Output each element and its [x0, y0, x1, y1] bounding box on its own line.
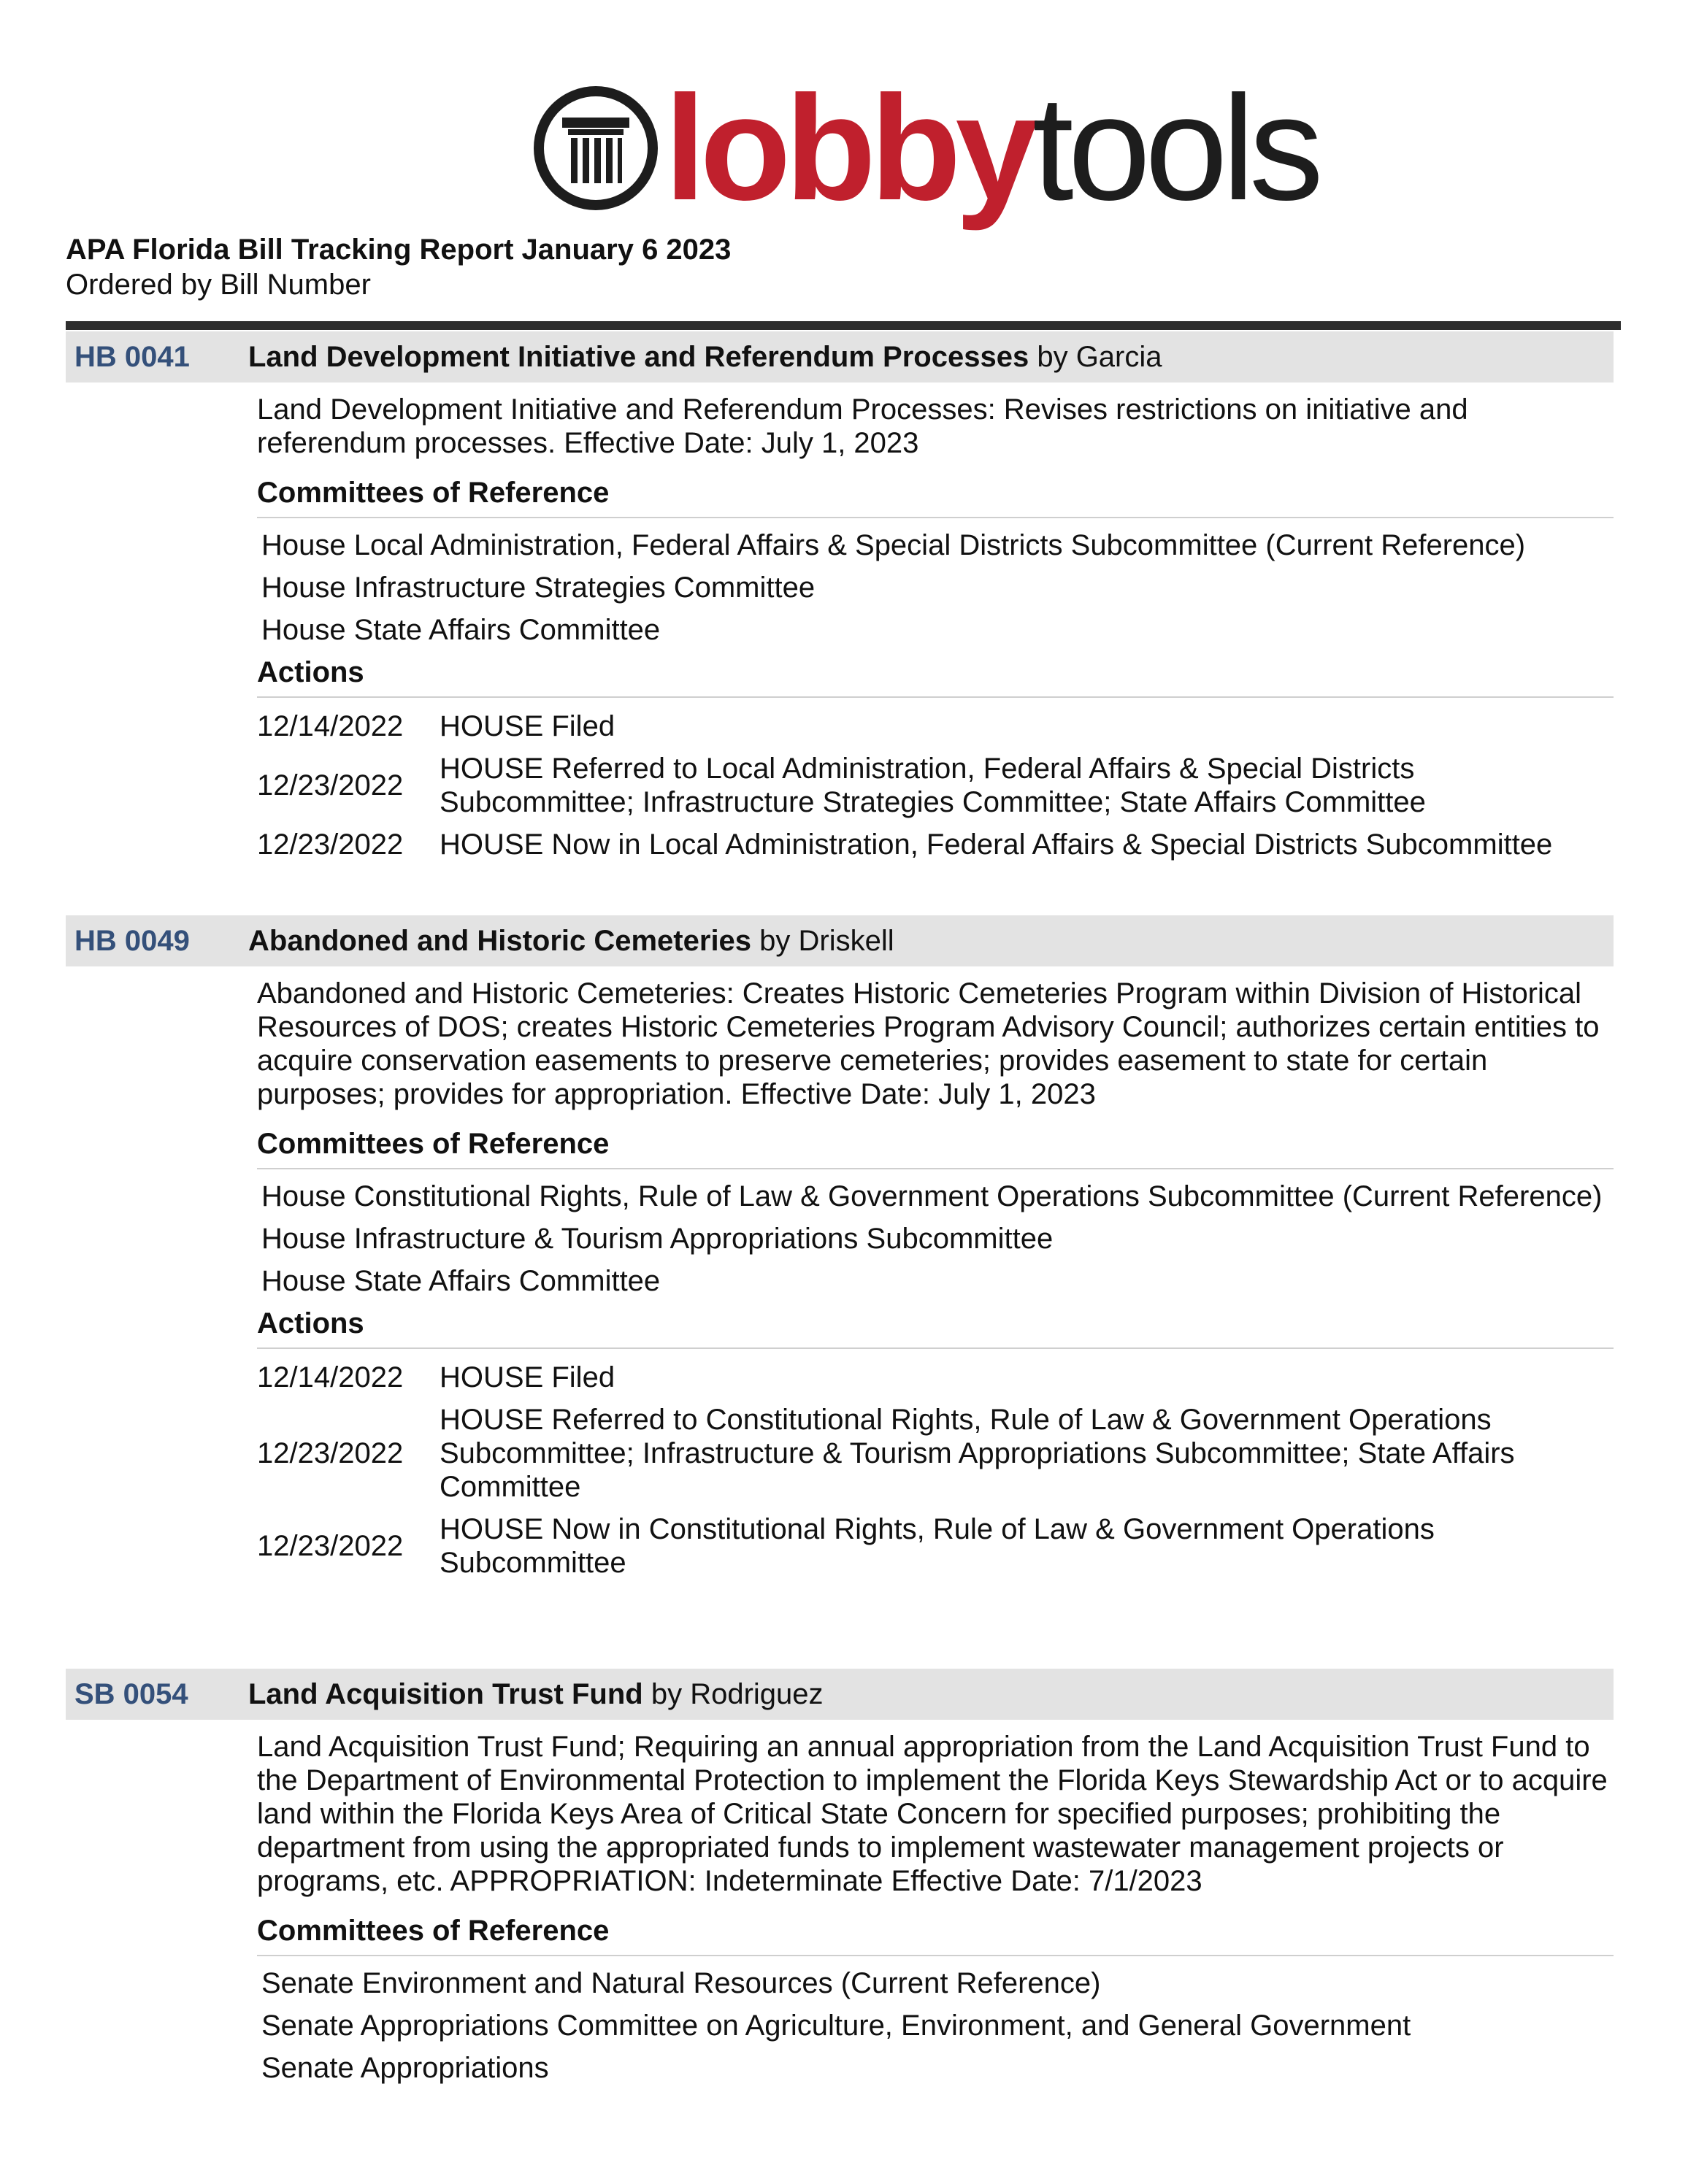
committee-item: House Infrastructure Strategies Committee — [261, 572, 816, 604]
actions-list — [257, 710, 1614, 861]
committees-heading: Committees of Reference — [257, 476, 1614, 518]
bill-id[interactable]: HB 0041 — [74, 340, 190, 373]
actions-heading: Actions — [257, 1307, 1614, 1349]
action-row — [257, 752, 1614, 819]
bill-header — [66, 1669, 1614, 1720]
action-text: HOUSE Filed — [440, 1361, 615, 1393]
action-text: HOUSE Referred to Local Administration, Federal Affairs & Special Districts Subcommittee; Infrastructure Strategies Committee; State Affairs Committee — [440, 753, 1426, 818]
action-text: HOUSE Filed — [440, 710, 615, 742]
column-pillar-icon — [533, 85, 659, 211]
bill-sponsor: by Rodriguez — [651, 1677, 824, 1710]
committees-heading: Committees of Reference — [257, 1127, 1614, 1169]
committee-item: House State Affairs Committee — [261, 614, 661, 646]
action-text: HOUSE Now in Constitutional Rights, Rule of Law & Government Operations Subcommittee — [440, 1513, 1435, 1579]
action-date: 12/23/2022 — [257, 1437, 404, 1469]
committee-item: House Infrastructure & Tourism Appropriations Subcommittee — [261, 1223, 1054, 1255]
bill-description: Abandoned and Historic Cemeteries: Creates Historic Cemeteries Program within Division of Historical Resources of DOS; creates Historic Cemeteries Program Advisory Council; authorizes certain entities to acquire conservation easements to preserve cemeteries; provides easement to state for certain purposes; provides for appropriation. Effective Date: July 1, 2023 — [257, 977, 1600, 1110]
action-row — [257, 1512, 1614, 1580]
committee-item: House Constitutional Rights, Rule of Law & Government Operations Subcommittee (Current Reference) — [261, 1180, 1603, 1212]
bill-id[interactable]: SB 0054 — [74, 1677, 188, 1710]
bill-description: Land Acquisition Trust Fund; Requiring an annual appropriation from the Land Acquisition Trust Fund to the Department of Environmental Protection to implement the Florida Keys Stewardship Act or to acquire land within the Florida Keys Area of Critical State Concern for specified purposes; prohibiting the department from using the appropriated funds to implement wastewater management projects or programs, etc. APPROPRIATION: Indeterminate Effective Date: 7/1/2023 — [257, 1731, 1608, 1897]
action-row — [257, 1361, 1614, 1394]
logo-text-tools: tools — [1032, 65, 1318, 231]
action-row — [257, 1403, 1614, 1504]
bill-entry — [66, 1669, 1614, 2093]
bill-description: Land Development Initiative and Referendum Processes: Revises restrictions on initiative and referendum processes. Effective Date: July 1, 2023 — [257, 393, 1468, 459]
logo-text-lobby: lobby — [664, 65, 1032, 231]
bill-title: Land Development Initiative and Referendum Processes — [248, 340, 1029, 373]
committee-list — [257, 1956, 1614, 2085]
bill-header — [66, 331, 1614, 382]
bill-title: Abandoned and Historic Cemeteries — [248, 924, 752, 957]
action-text: HOUSE Now in Local Administration, Federal Affairs & Special Districts Subcommittee — [440, 828, 1553, 861]
report-subtitle: Ordered by Bill Number — [66, 269, 371, 301]
committees-heading: Committees of Reference — [257, 1914, 1614, 1956]
committee-item: House Local Administration, Federal Affairs & Special Districts Subcommittee (Current Reference) — [261, 529, 1526, 561]
action-date: 12/23/2022 — [257, 1530, 404, 1562]
bill-title: Land Acquisition Trust Fund — [248, 1677, 643, 1710]
action-date: 12/14/2022 — [257, 710, 404, 742]
bill-id[interactable]: HB 0049 — [74, 924, 190, 957]
actions-list — [257, 1361, 1614, 1580]
action-row — [257, 828, 1614, 861]
action-date: 12/23/2022 — [257, 828, 404, 861]
bill-header — [66, 915, 1614, 966]
action-row — [257, 710, 1614, 743]
report-header — [66, 232, 731, 302]
header-rule — [66, 321, 1621, 330]
action-text: HOUSE Referred to Constitutional Rights, Rule of Law & Government Operations Subcommittee; Infrastructure & Tourism Appropriations Subcommittee; State Affairs Committee — [440, 1404, 1515, 1503]
committee-list — [257, 518, 1614, 647]
actions-heading: Actions — [257, 655, 1614, 698]
bill-entry — [66, 331, 1614, 861]
bill-sponsor: by Garcia — [1037, 340, 1162, 373]
action-date: 12/14/2022 — [257, 1361, 404, 1393]
committee-item: Senate Environment and Natural Resources (Current Reference) — [261, 1967, 1101, 1999]
lobbytools-logo — [533, 65, 1318, 231]
committee-list — [257, 1169, 1614, 1298]
action-date: 12/23/2022 — [257, 769, 404, 801]
committee-item: Senate Appropriations — [261, 2052, 549, 2084]
committee-item: House State Affairs Committee — [261, 1265, 661, 1297]
bill-entry — [66, 915, 1614, 1580]
committee-item: Senate Appropriations Committee on Agriculture, Environment, and General Government — [261, 2010, 1411, 2042]
bill-sponsor: by Driskell — [759, 924, 894, 957]
report-title: APA Florida Bill Tracking Report January 6 2023 — [66, 234, 732, 266]
